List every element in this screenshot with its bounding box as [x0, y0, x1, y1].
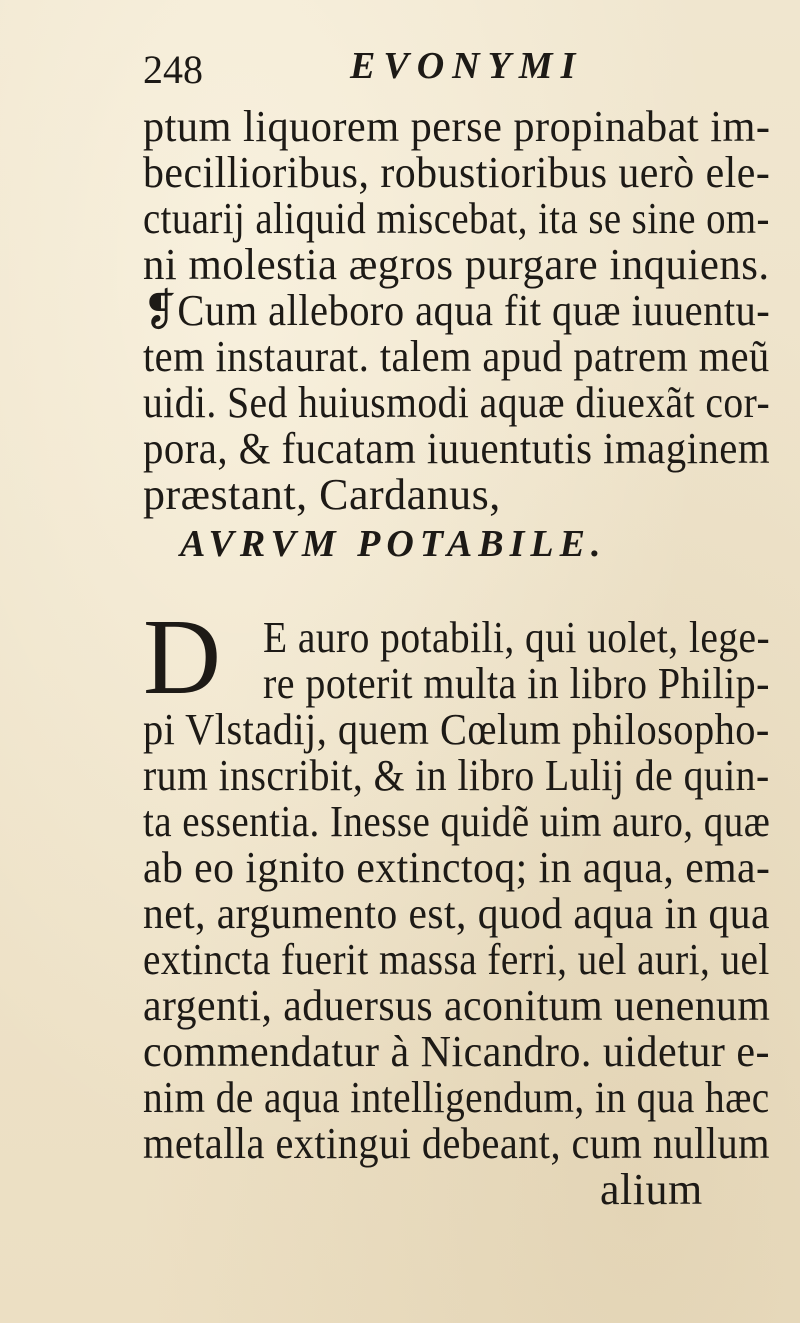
section-line: pi Vlstadij, quem Cœlum philosopho-	[143, 705, 770, 754]
section-line: net, argumento est, quod aqua in qua	[143, 889, 770, 938]
section-line: metalla extingui debeant, cum nullum	[143, 1119, 770, 1168]
section-line: ta essentia. Inesse quidẽ uim auro, quæ	[143, 797, 771, 846]
drop-cap: D	[143, 598, 221, 717]
running-title: EVONYMI	[350, 45, 584, 87]
body-line: ptum liquorem perse propinabat im-	[143, 102, 771, 151]
section-line: extincta fuerit massa ferri, uel auri, uel	[143, 935, 770, 984]
body-line: becillioribus, robustioribus uerò ele-	[143, 148, 771, 197]
body-line: pora, & fucatam iuuentutis imaginem	[143, 424, 771, 473]
section-line: E auro potabili, qui uolet, lege-	[263, 613, 771, 662]
body-line: præstant, Cardanus,	[143, 470, 501, 519]
page-number: 248	[143, 47, 203, 92]
section-heading: AVRVM POTABILE.	[180, 523, 607, 565]
body-line: ni molestia ægros purgare inquiens.	[143, 240, 770, 289]
catchword: alium	[600, 1165, 703, 1214]
body-line: ctuarij aliquid miscebat, ita se sine om-	[143, 194, 770, 243]
body-line: ❡Cum alleboro aqua fit quæ iuuentu-	[143, 286, 771, 335]
section-line: commendatur à Nicandro. uidetur e-	[143, 1027, 770, 1076]
section-line: rum inscribit, & in libro Lulij de quin-	[143, 751, 770, 800]
section-line: re poterit multa in libro Philip-	[263, 659, 770, 708]
body-line: uidi. Sed huiusmodi aquæ diuexãt cor-	[143, 378, 771, 427]
section-line: nim de aqua intelligendum, in qua hæc	[143, 1073, 770, 1122]
section-line: ab eo ignito extinctoq; in aqua, ema-	[143, 843, 771, 892]
section-line: argenti, aduersus aconitum uenenum	[143, 981, 771, 1030]
body-line: tem instaurat. talem apud patrem meũ	[143, 332, 770, 381]
